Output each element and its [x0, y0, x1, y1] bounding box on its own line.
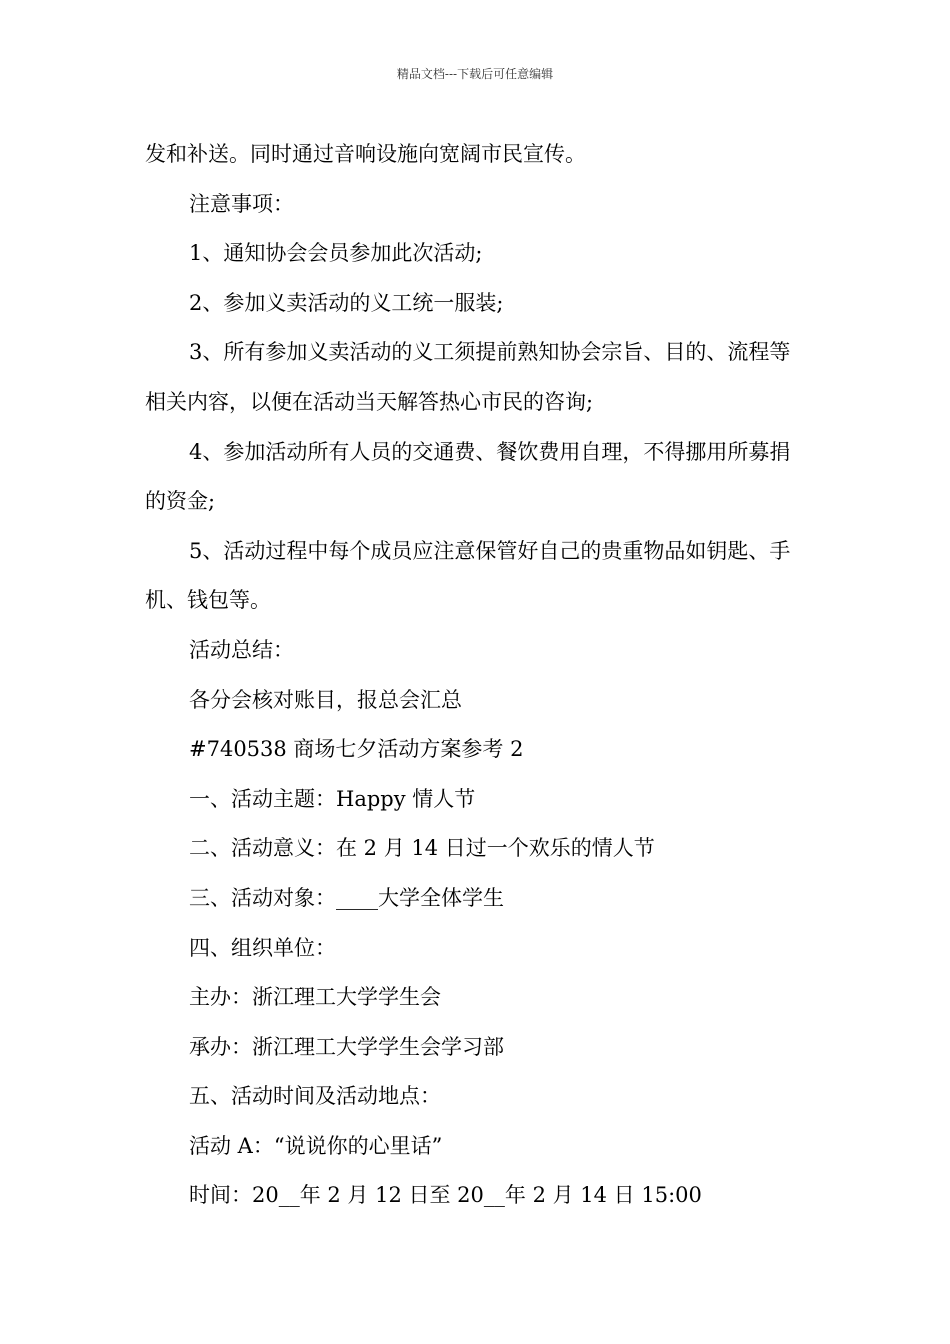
document-body [145, 130, 810, 1221]
note-item-3: 3、所有参加义卖活动的义工须提前熟知协会宗旨、目的、流程等相关内容，以便在活动当天解答热心市民的咨询; [145, 340, 791, 414]
paragraph-continuation: 发和补送。同时通过音响设施向宽阔市民宣传。 [145, 142, 586, 166]
note-item-2: 2、参加义卖活动的义工统一服装; [189, 290, 504, 315]
note-item-1: 1、通知协会会员参加此次活动; [189, 241, 483, 266]
heading-summary: 活动总结： [189, 637, 294, 662]
activity-a-title: 活动 A：“说说你的心里话” [189, 1133, 443, 1158]
plan-host: 主办：浙江理工大学学生会 [189, 985, 441, 1010]
page-header: 精品文档---下载后可任意编辑 [396, 67, 554, 81]
activity-a-time: 时间：20__年 2 月 12 日至 20__年 2 月 14 日 15:00 [189, 1183, 702, 1208]
plan-organizers-heading: 四、组织单位： [189, 935, 336, 960]
plan-co-host: 承办：浙江理工大学学生会学习部 [189, 1034, 504, 1059]
plan-audience: 三、活动对象：____大学全体学生 [189, 885, 504, 910]
heading-notes: 注意事项： [189, 191, 294, 216]
plan-theme: 一、活动主题：Happy 情人节 [189, 786, 476, 811]
note-item-5: 5、活动过程中每个成员应注意保管好自己的贵重物品如钥匙、手机、钱包等。 [145, 538, 791, 613]
note-item-4: 4、参加活动所有人员的交通费、餐饮费用自理，不得挪用所募捐的资金; [145, 439, 791, 514]
section-title: #740538 商场七夕活动方案参考 2 [189, 737, 524, 762]
summary-text: 各分会核对账目，报总会汇总 [189, 687, 462, 712]
plan-time-place-heading: 五、活动时间及活动地点： [189, 1084, 441, 1109]
plan-meaning: 二、活动意义：在 2 月 14 日过一个欢乐的情人节 [189, 836, 655, 861]
